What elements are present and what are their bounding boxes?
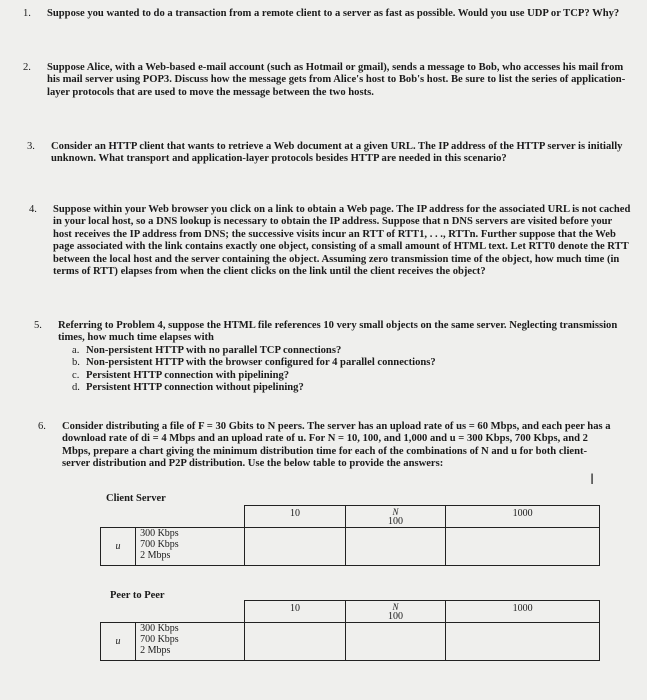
- answer-cell[interactable]: [446, 528, 600, 566]
- question-number: 1.: [23, 8, 31, 19]
- sub-question-c: c. Persistent HTTP connection with pipelining?: [72, 369, 290, 381]
- client-server-label: Client Server: [106, 493, 166, 504]
- text-cursor-icon: I: [590, 472, 595, 488]
- sub-question-d: d. Persistent HTTP connection without pipelining?: [72, 382, 304, 394]
- client-server-table: [100, 505, 600, 566]
- column-header: 10: [245, 506, 345, 528]
- question-text: Suppose you wanted to do a transaction from a remote client to a server as fast as possible. Would you use UDP or TCP? Why?: [47, 8, 620, 19]
- answer-cell[interactable]: [245, 623, 345, 661]
- question-3: [27, 141, 631, 166]
- column-header: N 100: [345, 506, 446, 528]
- answer-cell[interactable]: [446, 623, 600, 661]
- column-header: 10: [245, 601, 345, 623]
- question-2: [23, 62, 635, 99]
- question-text: Referring to Problem 4, suppose the HTML file references 10 very small objects on the same server. Neglecting transmission times, how much time elapses with: [58, 320, 618, 344]
- answer-cell[interactable]: [245, 528, 345, 566]
- question-text: Suppose within your Web browser you click on a link to obtain a Web page. The IP address for the associated URL is not cached in your local host, so a DNS lookup is necessary to obtain the IP address. Suppose that n DNS servers are visited before your host receives the IP address from DNS; the successive visits incur an RTT of RTT1, . . ., RTTn. Further suppose that the Web page associated with the link contains exactly one object, consisting of a small amount of HTML text. Let RTT0 denote the RTT between the local host and the server containing the object. Assuming zero transmission time of the object, how much time (in terms of RTT) elapses from when the client clicks on the link until the client receives the object?: [53, 204, 631, 278]
- question-1: [23, 8, 639, 20]
- peer-to-peer-table: [100, 600, 600, 661]
- question-number: 3.: [27, 141, 35, 152]
- answer-cell[interactable]: [345, 528, 446, 566]
- question-4: [29, 204, 633, 278]
- n-label: N: [392, 602, 399, 612]
- question-5: [34, 320, 628, 394]
- column-header: N 100: [345, 601, 446, 623]
- question-number: 6.: [38, 421, 46, 432]
- sub-question-a: a. Non-persistent HTTP with no parallel TCP connections?: [72, 344, 342, 356]
- question-number: 2.: [23, 62, 31, 73]
- question-6: [38, 421, 612, 471]
- sub-question-b: b. Non-persistent HTTP with the browser configured for 4 parallel connections?: [72, 357, 436, 369]
- peer-to-peer-label: Peer to Peer: [110, 590, 165, 601]
- column-header: 1000: [446, 506, 600, 528]
- row-headers: 300 Kbps 700 Kbps 2 Mbps: [136, 528, 245, 566]
- n-label: N: [392, 507, 399, 517]
- answer-cell[interactable]: [345, 623, 446, 661]
- column-header: 1000: [446, 601, 600, 623]
- question-number: 4.: [29, 204, 37, 215]
- question-text: Suppose Alice, with a Web-based e-mail account (such as Hotmail or gmail), sends a message to Bob, who accesses his mail from his mail server using POP3. Discuss how the message gets from Alice's host to Bob's host. Be sure to list the series of application-layer protocols that are used to move the message between the two hosts.: [47, 62, 626, 98]
- question-text: Consider distributing a file of F = 30 Gbits to N peers. The server has an upload rate of us = 60 Mbps, and each peer has a download rate of di = 4 Mbps and an upload rate of u. For N = 10, 100, and 1,000 and u = 300 Kbps, 700 Kbps, and 2 Mbps, prepare a chart giving the minimum distribution time for each of the combinations of N and u for both client-server distribution and P2P distribution. Use the below table to provide the answers:: [62, 421, 611, 470]
- row-headers: 300 Kbps 700 Kbps 2 Mbps: [136, 623, 245, 661]
- question-number: 5.: [34, 320, 42, 331]
- question-text: Consider an HTTP client that wants to retrieve a Web document at a given URL. The IP address of the HTTP server is initially unknown. What transport and application-layer protocols besides HTTP are needed in this scenario?: [51, 141, 623, 165]
- u-label: u: [101, 528, 136, 566]
- u-label: u: [101, 623, 136, 661]
